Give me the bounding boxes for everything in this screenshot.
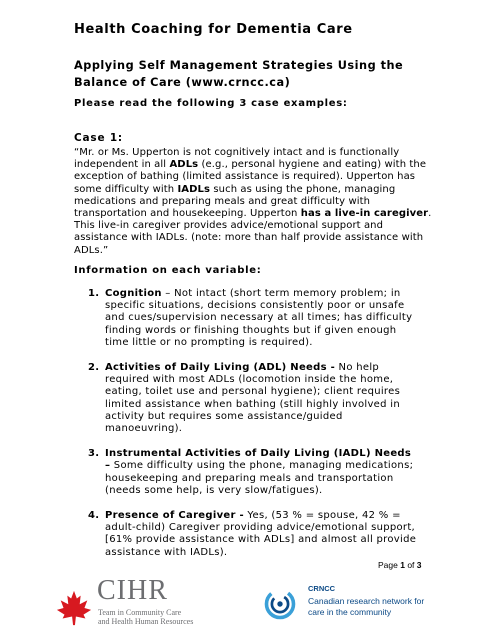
variable-label: Presence of Caregiver -: [105, 510, 244, 522]
page-of: of: [404, 560, 417, 570]
variable-label: Cognition: [105, 288, 162, 299]
crncc-swirl-icon: [262, 586, 298, 622]
info-heading: Information on each variable:: [74, 265, 262, 276]
variable-number: 2.: [88, 362, 100, 374]
variable-text: Yes, (53 % = spouse, 42 % = adult-child) Caregiver providing advice/emotional support, [61% provide assistance with ADLs] and almost all provide assistance with IADLs).: [105, 510, 417, 558]
crncc-tagline: [308, 596, 458, 618]
case-description: [74, 147, 434, 257]
document-subtitle: [74, 57, 414, 91]
crncc-line-2: care in the community: [308, 607, 392, 617]
case-heading: Case 1:: [74, 132, 123, 144]
variable-label: Instrumental Activities of Daily Living (IADL) Needs –: [105, 448, 412, 472]
variable-item-cognition: [88, 288, 418, 349]
case-caregiver: has a live-in caregiver: [300, 208, 429, 220]
cihr-line-2: and Health Human Resources: [98, 617, 194, 626]
crncc-name: CRNCC: [308, 584, 336, 593]
variable-label: Activities of Daily Living (ADL) Needs -: [105, 362, 336, 374]
cihr-line-1: Team in Community Care: [98, 608, 182, 617]
case-iadls: IADLs: [177, 183, 211, 195]
variable-number: 1.: [88, 288, 100, 299]
variable-item-caregiver: [88, 510, 418, 559]
variable-item-adl: [88, 362, 418, 435]
variable-number: 4.: [88, 510, 100, 522]
maple-leaf-icon: [55, 589, 93, 627]
case-text-1: “Mr. or Ms. Upperton is not cognitively intact and is functionally independent in all: [74, 147, 400, 171]
page-prefix: Page: [378, 560, 401, 570]
document-title: Health Coaching for Dementia Care: [74, 22, 353, 37]
page-total: 3: [416, 560, 422, 570]
variable-text: No help required with most ADLs (locomotion inside the home, eating, toilet use and personal hygiene); client requires limited assistance when bathing (still highly involved in activity but requires some assistance/guided manoeuvring).: [105, 362, 401, 435]
cihr-logo: [55, 575, 225, 635]
page-current: 1: [400, 560, 405, 570]
subtitle-line-2: Balance of Care (www.crncc.ca): [74, 76, 291, 89]
case-text-4: . This live-in caregiver provides advice/emotional support and assistance with IADLs. (note: more than half provide assistance with ADLs.”: [74, 208, 432, 256]
crncc-line-1: Canadian research network for: [308, 596, 425, 606]
case-text-2: (e.g., personal hygiene and eating) with the exception of bathing (limited assistance is required). Upperton has some difficulty with: [74, 159, 427, 195]
cihr-team-text: [98, 608, 193, 626]
variable-item-iadl: [88, 448, 418, 497]
variable-text: – Not intact (short term memory problem; in specific situations, decisions consistently poor or unsafe and cues/supervision necessary at all times; has difficulty finding words or finishing thoughts but if given enough time little or no prompting is required).: [105, 288, 413, 348]
variable-text: Some difficulty using the phone, managing medications; housekeeping and preparing meals and transportation (needs some help, is very slow/fatigues).: [105, 460, 414, 496]
variable-list: [88, 288, 418, 572]
crncc-logo: [262, 582, 492, 632]
page-number: [378, 560, 422, 570]
case-adls: ADLs: [169, 159, 199, 171]
cihr-wordmark: CIHR: [97, 575, 168, 606]
instruction-text: Please read the following 3 case examples:: [74, 98, 348, 109]
variable-number: 3.: [88, 448, 100, 460]
case-text-3: such as using the phone, managing medications and preparing meals and great difficulty with transportation and housekeeping. Upperton: [74, 183, 396, 220]
subtitle-line-1: Applying Self Management Strategies Using the: [74, 59, 404, 72]
